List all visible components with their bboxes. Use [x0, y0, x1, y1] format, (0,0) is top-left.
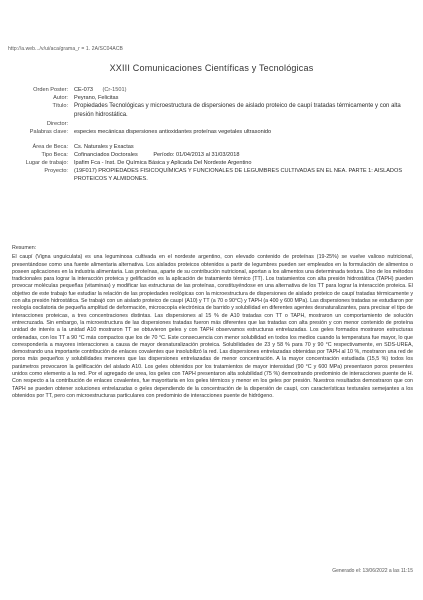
page-url: http://a.web.../v/ui/aca/grama_r = 1. 2A/SC04ACB	[8, 46, 123, 52]
director-value	[74, 120, 417, 128]
palabras-value: especies mecánicas dispersiones antioxidantes proteínas vegetales ultrasonido	[74, 129, 272, 135]
palabras-row	[12, 128, 417, 136]
tipo-label: Tipo Beca:	[41, 152, 68, 158]
page-title: XXIII Comunicaciones Científicas y Tecnológicas	[109, 63, 314, 73]
proyecto-label: Proyecto:	[44, 168, 68, 174]
orden-value	[74, 86, 417, 94]
lugar-row	[12, 159, 417, 167]
titulo-value: Propiedades Tecnológicas y microestructura de dispersiones de aislado proteico de caupí tratadas térmicamente y con alta presión hidrostática.	[74, 103, 401, 118]
tipo-text: Cofinanciados Doctorales	[74, 152, 138, 158]
record-details	[12, 86, 417, 183]
proyecto-value: (19F017) PROPIEDADES FISICOQUÍMICAS Y FUNCIONALES DE LEGUMBRES CULTIVADAS EN EL NEA. PARTE 1: AISLADOS PROTEICOS Y ALMIDONES.	[74, 168, 403, 182]
autor-value: Peyrano, Felicitas	[74, 95, 119, 101]
palabras-label: Palabras clave:	[29, 129, 68, 135]
proyecto-row	[12, 167, 417, 183]
periodo-value: 01/04/2013 al 31/03/2018	[176, 152, 240, 158]
orden-row	[12, 86, 417, 94]
tipo-row	[12, 151, 417, 159]
director-label: Director:	[46, 121, 68, 127]
area-row	[12, 143, 417, 151]
orden-label: Orden Poster:	[33, 87, 68, 93]
orden-subcode: (Cr-1501)	[102, 87, 127, 93]
generated-timestamp: Generado el: 13/06/2022 a las 11:15	[332, 568, 413, 574]
abstract-title: Resumen:	[12, 245, 37, 251]
autor-label: Autor:	[53, 95, 68, 101]
orden-code: CE-073	[74, 87, 93, 93]
abstract-body: El caupí (Vigna unguiculata) es una leguminosa cultivada en el nordeste argentino, con elevado contenido de proteínas (19-25%) se vuelve valioso nutricional, presentándose como una fuente alimentaria alternativa. Los aislados proteicos obtenidos a partir de legumbres pueden ser empleados en la formulación de alimentos o poseen aplicaciones en la industria alimentaria. Las proteínas, aparte de su contribución nutricional, aportan a los alimentos una determinada textura. Uno de los métodos tradicionales para lograr la interacción proteica y gelificación es la aplicación de tratamiento térmico (TT). Los tratamientos con alta presión hidrostática (TAPH) pueden provocar moléculas pequeñas (vitaminas) y modificar las estructuras de las proteínas, constituyéndose en una alternativa de los TT para lograr la interacción proteica. El objetivo de este trabajo fue estudiar la relación de las propiedades reológicas con la microestructura de dispersiones de aislado proteico de caupí tratadas térmicamente y con alta presión hidrostática. Se trabajó con un aislado proteico de caupí (A10) y TT (a 70 o 90°C) y TAPH (a 400 y 600 MPa). Las dispersiones tratadas se estudiaron por reología oscilatoria de pequeña amplitud de deformación, microscopía electrónica de barrido y solubilidad en diferentes agentes desnaturalizantes, para precisar el tipo de interacciones proteicas, a tres concentraciones distintas. Las dispersiones al 15 % de A10 tratadas con TT o TAPH, mostraron un comportamiento de solución entrecruzada. Sin embargo, la microestructura de las dispersiones tratadas fueron más diferentes que las tratadas con alta presión y con menor contenido de proteína unidad de interés a la unidad A10 mostraron TT se obtuvieron geles y con TAPH observamos estructuras entrelazadas. Los geles formados mostraron estructuras ordenadas, con los TT a 90 °C más compactos que los de 70 °C. Este consecuencia con menor solubilidad en todos los medios cuando la temperatura fue mayor, lo que correspondería a mayores interacciones a causa de mayor desnaturalización proteica. Solubilidades de 23 y 58 % para 70 y 90 °C respectivamente, en SDS-UREA, demostrando una importante contribución de enlaces covalentes que insolubilizó la red. Las dispersiones entrelazadas obtenidas por TAPH al 10 %, mostraron una red de poros más pequeños y solubilidades menores que las dispersiones entrelazadas de menor concentración. A la mayor concentración estudiada (15,5 %) todos los parámetros provocaron la gelificación del aislado A10. Los geles obtenidos por los tratamientos de mayor intensidad (90 °C y 600 MPa) presentaron poros presentes unidos como elemento a la red. Por el agregado de urea, los geles con TAPH presentaron alta solubilidad (75 %) demostrando predominio de interacciones puente de H. Con respecto a la contribución de enlaces covalentes, fue mayoritaria en los geles térmicos y menor en los geles por presión. Nuestros resultados demostraron que con TAPH se pueden obtener soluciones entrelazadas o geles dependiendo de la concentración de la dispersión de caupí, con características texturales semejantes a los obtenidos por TT, pero con microestructuras particulares con predominio de interacciones puente de hidrógeno.	[12, 254, 413, 399]
titulo-row	[12, 102, 417, 120]
area-label: Área de Beca:	[32, 144, 68, 150]
lugar-value: Ipafim Fca - Inst. De Química Básica y Aplicada Del Nordeste Argentino	[74, 160, 252, 166]
titulo-label: Título:	[52, 103, 68, 109]
periodo-label: Período:	[153, 152, 175, 158]
autor-row	[12, 94, 417, 102]
abstract-section	[12, 245, 413, 400]
lugar-label: Lugar de trabajo:	[25, 160, 68, 166]
director-row	[12, 120, 417, 128]
area-value: Cs. Naturales y Exactas	[74, 144, 134, 150]
tipo-value	[74, 151, 417, 159]
